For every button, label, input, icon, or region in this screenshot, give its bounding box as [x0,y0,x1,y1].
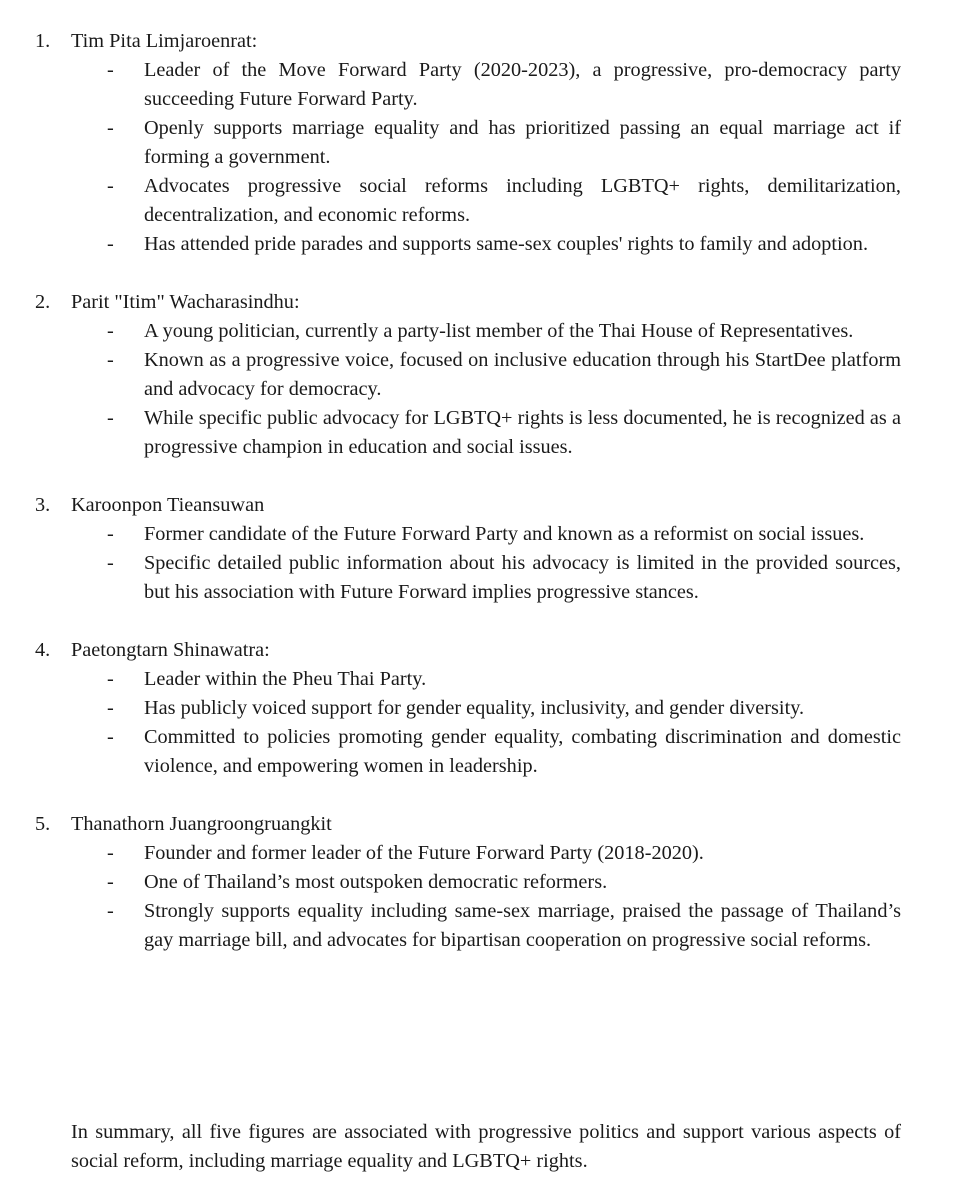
bullet-text: Leader of the Move Forward Party (2020-2023), a progressive, pro-democracy party succeeding Future Forward Party. [144,59,901,110]
bullet-point [0,172,958,230]
bullet-point [0,520,958,549]
bullet-text: Has attended pride parades and supports same-sex couples' rights to family and adoption. [144,233,869,255]
item-number: 2. [35,291,51,313]
entry-heading [0,288,958,317]
bullet-point [0,346,958,404]
bullet-point [0,404,958,462]
figures-list [0,27,958,955]
bullet-text: Strongly supports equality including same-sex marriage, praised the passage of Thailand’s gay marriage bill, and advocates for bipartisan cooperation on progressive social reforms. [144,900,901,951]
list-item [0,27,958,259]
bullet-text: Has publicly voiced support for gender equality, inclusivity, and gender diversity. [144,697,805,719]
entry-heading [0,636,958,665]
bullet-text: Former candidate of the Future Forward Party and known as a reformist on social issues. [144,523,865,545]
bullet-text: Openly supports marriage equality and has prioritized passing an equal marriage act if forming a government. [144,117,901,168]
bullet-text: A young politician, currently a party-list member of the Thai House of Representatives. [144,320,854,342]
bullet-point [0,694,958,723]
dash-marker: - [107,175,114,197]
person-name: Paetongtarn Shinawatra: [71,639,270,661]
bullet-point [0,897,958,955]
dash-marker: - [107,233,114,255]
list-item [0,288,958,462]
item-number: 3. [35,494,51,516]
list-item [0,636,958,781]
person-name: Parit "Itim" Wacharasindhu: [71,291,300,313]
dash-marker: - [107,117,114,139]
item-number: 5. [35,813,51,835]
list-item [0,810,958,955]
dash-marker: - [107,668,114,690]
person-name: Tim Pita Limjaroenrat: [71,30,258,52]
bullet-text: Specific detailed public information about his advocacy is limited in the provided sources, but his association with Future Forward implies progressive stances. [144,552,901,603]
bullet-text: Committed to policies promoting gender equality, combating discrimination and domestic violence, and empowering women in leadership. [144,726,901,777]
dash-marker: - [107,552,114,574]
list-item [0,491,958,607]
bullet-point [0,114,958,172]
dash-marker: - [107,407,114,429]
item-number: 1. [35,30,51,52]
summary-paragraph: In summary, all five figures are associated with progressive politics and support various aspects of social reform, including marriage equality and LGBTQ+ rights. [71,1121,901,1173]
bullet-text: Leader within the Pheu Thai Party. [144,668,427,690]
dash-marker: - [107,523,114,545]
bullet-point [0,230,958,259]
bullet-point [0,56,958,114]
dash-marker: - [107,349,114,371]
bullet-text: Advocates progressive social reforms including LGBTQ+ rights, demilitarization, decentralization, and economic reforms. [144,175,901,226]
item-number: 4. [35,639,51,661]
bullet-point [0,317,958,346]
dash-marker: - [107,59,114,81]
bullet-text: Founder and former leader of the Future Forward Party (2018-2020). [144,842,704,864]
bullet-text: While specific public advocacy for LGBTQ+ rights is less documented, he is recognized as a progressive champion in education and social issues. [144,407,901,458]
bullet-text: One of Thailand’s most outspoken democratic reformers. [144,871,608,893]
dash-marker: - [107,697,114,719]
entry-heading [0,491,958,520]
dash-marker: - [107,842,114,864]
dash-marker: - [107,726,114,748]
person-name: Thanathorn Juangroongruangkit [71,813,332,835]
entry-heading [0,810,958,839]
bullet-point [0,723,958,781]
bullet-point [0,868,958,897]
bullet-point [0,665,958,694]
bullet-text: Known as a progressive voice, focused on inclusive education through his StartDee platform and advocacy for democracy. [144,349,901,400]
entry-heading [0,27,958,56]
bullet-point [0,839,958,868]
bullet-point [0,549,958,607]
dash-marker: - [107,871,114,893]
person-name: Karoonpon Tieansuwan [71,494,265,516]
dash-marker: - [107,900,114,922]
dash-marker: - [107,320,114,342]
